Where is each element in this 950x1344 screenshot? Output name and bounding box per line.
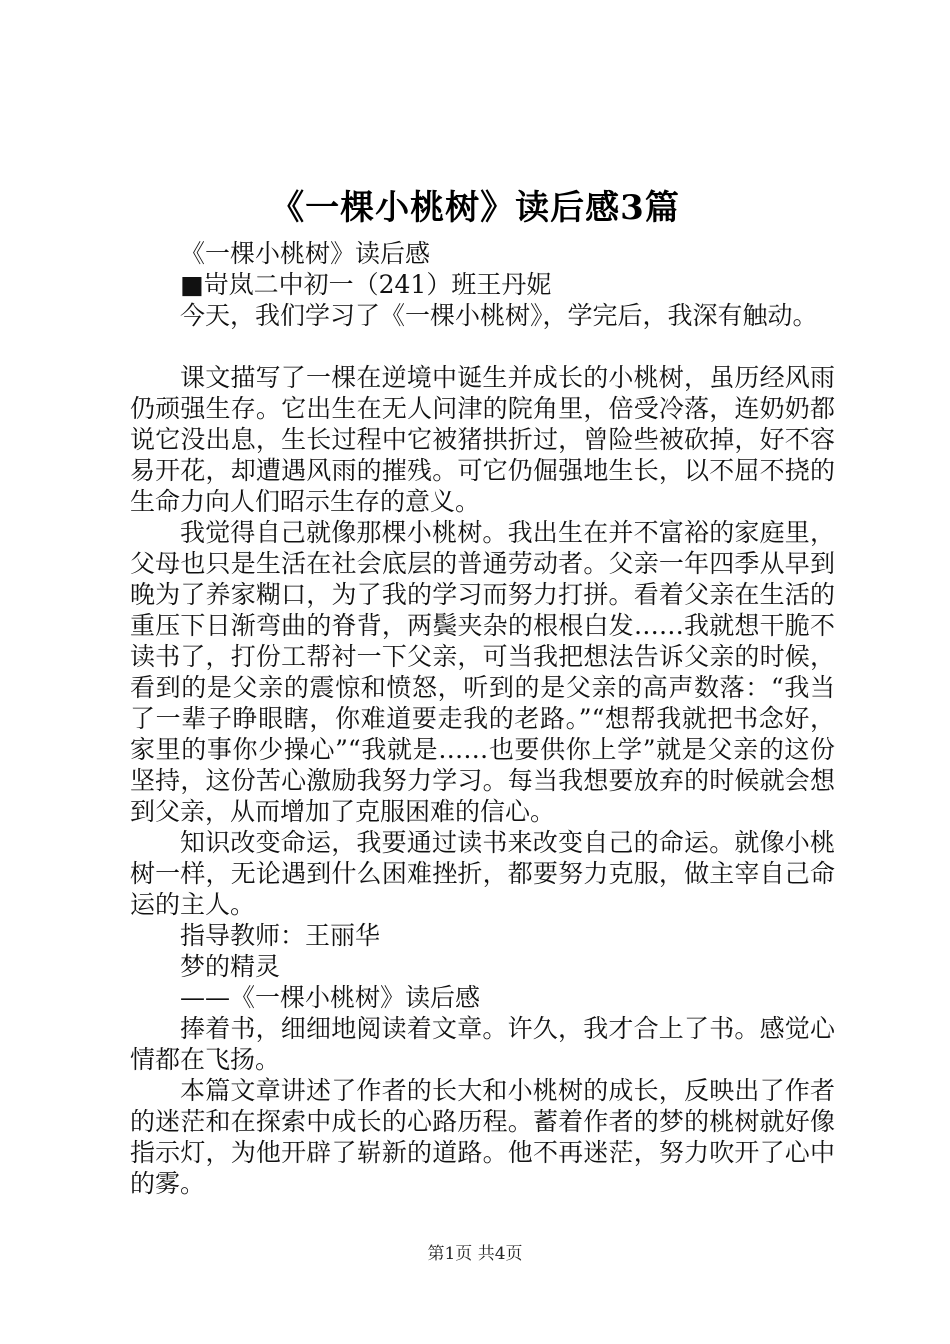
author-line: ■岢岚二中初一（241）班王丹妮 [180,270,552,299]
paragraph: 本篇文章讲述了作者的长大和小桃树的成长，反映出了作者的迷茫和在探索中成长的心路历程。蓄着作者的梦的桃树就好像指示灯，为他开辟了崭新的道路。他不再迷茫，努力吹开了心中的雾。 [130,1076,835,1198]
essay-subheading: ——《一棵小桃树》读后感 [180,983,481,1012]
document-title: 《一棵小桃树》读后感3篇 [270,188,680,228]
document-body [130,238,835,1199]
paragraph: 我觉得自己就像那棵小桃树。我出生在并不富裕的家庭里，父母也只是生活在社会底层的普通劳动者。父亲一年四季从早到晚为了养家糊口，为了我的学习而努力打拼。看着父亲在生活的重压下日渐弯曲的脊背，两鬓夹杂的根根白发……我就想干脆不读书了，打份工帮衬一下父亲，可当我把想法告诉父亲的时候，看到的是父亲的震惊和愤怒，听到的是父亲的高声数落：“我当了一辈子睁眼瞎，你难道要走我的老路。”“想帮我就把书念好，家里的事你少操心”“我就是……也要供你上学”就是父亲的这份坚持，这份苦心激励我努力学习。每当我想要放弃的时候就会想到父亲，从而增加了克服困难的信心。 [130,518,835,826]
page-footer: 第1页 共4页 [427,1244,523,1264]
blank-line [130,331,835,362]
essay-heading: 梦的精灵 [180,952,281,981]
teacher-line: 指导教师：王丽华 [180,921,381,950]
paragraph: 课文描写了一棵在逆境中诞生并成长的小桃树，虽历经风雨仍顽强生存。它出生在无人问津的院角里，倍受冷落，连奶奶都说它没出息，生长过程中它被猪拱折过，曾险些被砍掉，好不容易开花，却遭遇风雨的摧残。可它仍倔强地生长，以不屈不挠的生命力向人们昭示生存的意义。 [130,363,835,516]
essay-heading: 《一棵小桃树》读后感 [180,239,431,268]
paragraph: 捧着书，细细地阅读着文章。许久，我才合上了书。感觉心情都在飞扬。 [130,1014,835,1074]
intro-line: 今天，我们学习了《一棵小桃树》，学完后，我深有触动。 [180,301,818,330]
paragraph: 知识改变命运，我要通过读书来改变自己的命运。就像小桃树一样，无论遇到什么困难挫折，都要努力克服，做主宰自己命运的主人。 [130,828,835,919]
